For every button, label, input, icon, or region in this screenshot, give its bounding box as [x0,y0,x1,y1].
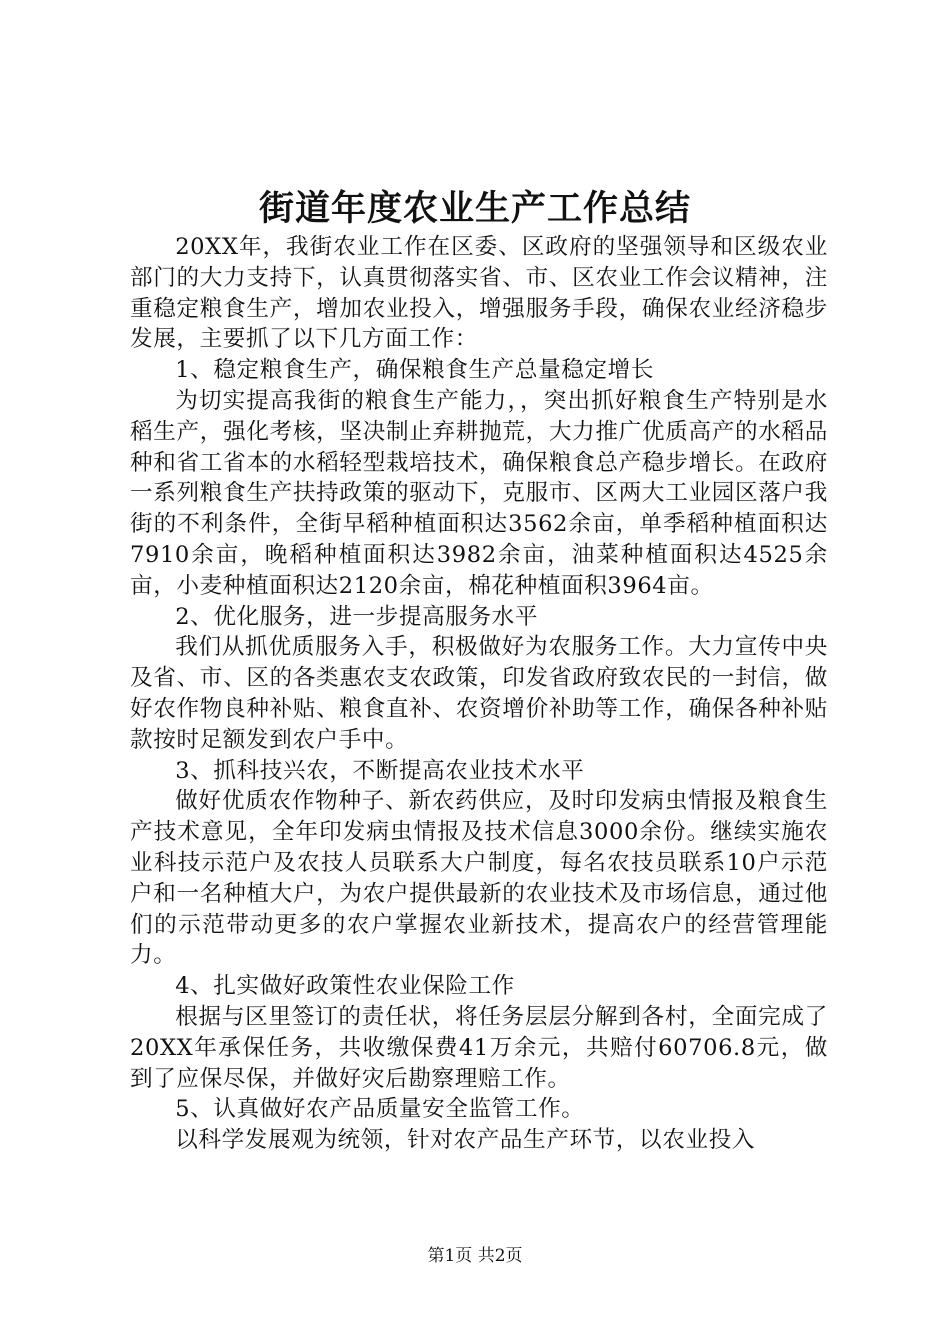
paragraph-section-4: 根据与区里签订的责任状，将任务层层分解到各村，全面完成了20XX年承保任务，共收缴保费41万余元，共赔付60706.8元，做到了应保尽保，并做好灾后勘察理赔工作。 [130,1003,828,1092]
paragraph-section-2: 我们从抓优质服务入手，积极做好为农服务工作。大力宣传中央及省、市、区的各类惠农支农政策，印发省政府致农民的一封信，做好农作物良种补贴、粮食直补、农资增价补助等工作，确保各种补贴款按时足额发到农户手中。 [130,634,828,753]
paragraph-intro: 20XX年，我街农业工作在区委、区政府的坚强领导和区级农业部门的大力支持下，认真贯彻落实省、市、区农业工作会议精神，注重稳定粮食生产，增加农业投入，增强服务手段，确保农业经济稳步发展，主要抓了以下几方面工作： [130,234,828,353]
paragraph-section-5: 以科学发展观为统领，针对农产品生产环节，以农业投入 [175,1127,756,1154]
section-heading-1: 1、稳定粮食生产，确保粮食生产总量稳定增长 [175,357,655,384]
section-heading-3: 3、抓科技兴农，不断提高农业技术水平 [175,757,585,784]
page-number-footer: 第1页 共2页 [427,1246,523,1266]
document-body [130,232,828,1156]
section-heading-4: 4、扎实做好政策性农业保险工作 [175,973,515,1000]
paragraph-section-3: 做好优质农作物种子、新农药供应，及时印发病虫情报及粮食生产技术意见，全年印发病虫情报及技术信息3000余份。继续实施农业科技示范户及农技人员联系大户制度，每名农技员联系10户示范户和一名种植大户，为农户提供最新的农业技术及市场信息，通过他们的示范带动更多的农户掌握农业新技术，提高农户的经营管理能力。 [130,788,828,969]
paragraph-section-1: 为切实提高我街的粮食生产能力，，突出抓好粮食生产特别是水稻生产，强化考核，坚决制止弃耕抛荒，大力推广优质高产的水稻品种和省工省本的水稻轻型栽培技术，确保粮食总产稳步增长。在政府一系列粮食生产扶持政策的驱动下，克服市、区两大工业园区落户我街的不利条件，全街早稻种植面积达3562余亩，单季稻种植面积达7910余亩，晚稻种植面积达3982余亩，油菜种植面积达4525余亩，小麦种植面积达2120余亩，棉花种植面积3964亩。 [130,387,828,599]
section-heading-2: 2、优化服务，进一步提高服务水平 [175,603,539,630]
document-title: 街道年度农业生产工作总结 [258,188,691,229]
section-heading-5: 5、认真做好农产品质量安全监管工作。 [175,1096,585,1123]
